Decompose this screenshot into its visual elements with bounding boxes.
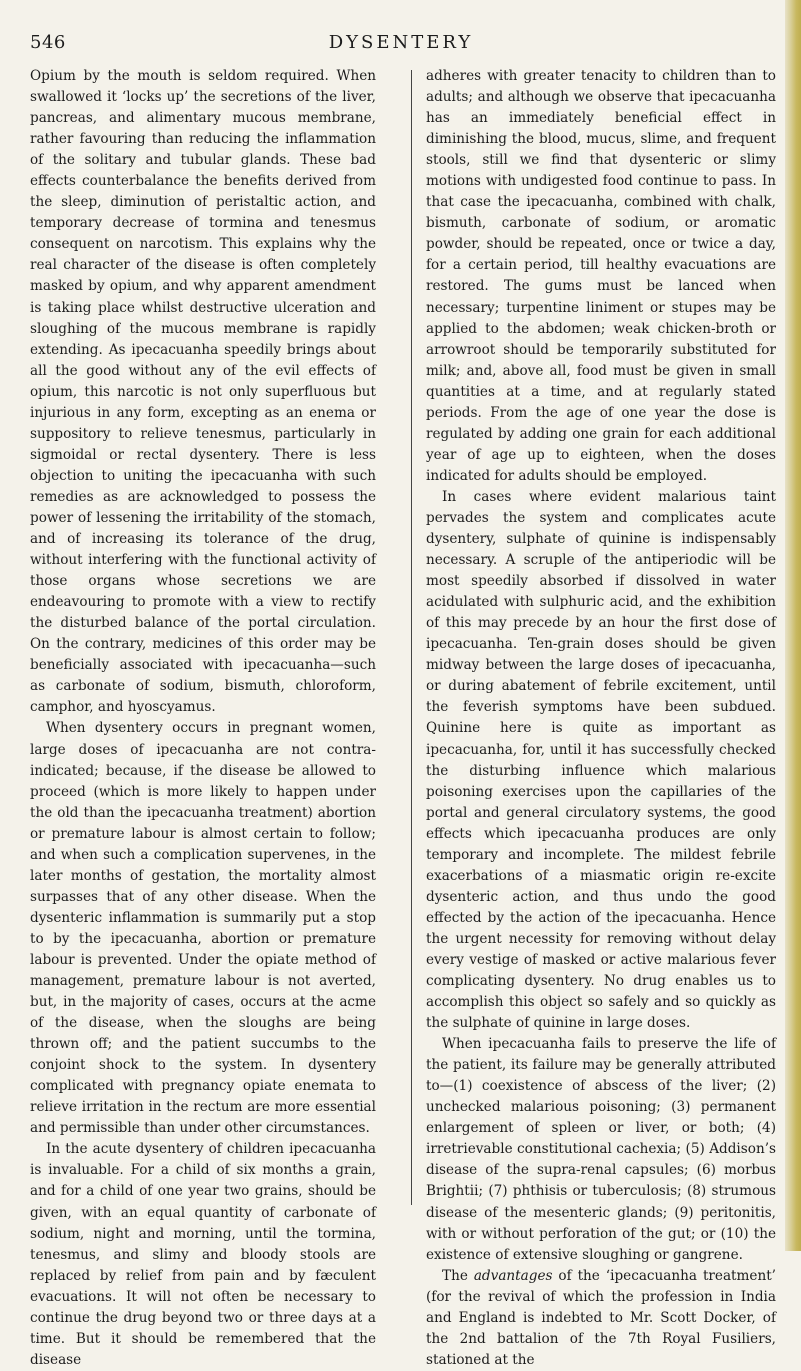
running-head: DYSENTERY [328,32,474,53]
paragraph: Opium by the mouth is seldom required. When swallowed it ‘locks up’ the secretions of the liver, pancreas, and alimentary mucous membrane, rather favouring than reducing the inflammation of the solitary and tubular glands. These bad effects counterbalance the benefits derived from the sleep, diminution of peristaltic action, and temporary decrease of tormina and tenesmus consequent on narcotism. This explains why the real character of the disease is often completely masked by opium, and why apparent amendment is taking place whilst destructive ulceration and sloughing of the mucous membrane is rapidly extending. As ipecacuanha speedily brings about all the good without any of the evil effects of opium, this narcotic is not only superfluous but injurious in any form, excepting as an enema or suppository to relieve tenesmus, particularly in sigmoidal or rectal dysentery. There is less objection to uniting the ipecacuanha with such remedies as are acknowledged to possess the power of lessening the irritability of the stomach, and of increasing its tolerance of the drug, without interfering with the functional activity of those organs whose secretions we are endeavouring to promote with a view to rectify the disturbed balance of the portal circulation. On the contrary, medicines of this order may be beneficially associated with ipecacuanha—such as carbonate of sodium, bismuth, chloroform, camphor, and hyoscyamus. [30,68,376,716]
paragraph: adheres with greater tenacity to children than to adults; and although we observe that ipecacuanha has an immediately beneficial effect in diminishing the blood, mucus, slime, and frequent stools, still we find that dysenteric or slimy motions with undigested food continue to pass. In that case the ipecacuanha, combined with chalk, bismuth, carbonate of sodium, or aromatic powder, should be repeated, once or twice a day, for a certain period, till healthy evacuations are restored. The gums must be lanced when necessary; turpentine liniment or stupes may be applied to the abdomen; weak chicken-broth or arrowroot should be temporarily substituted for milk; and, above all, food must be given in small quantities at a time, and at regularly stated periods. From the age of one year the dose is regulated by adding one grain for each additional year of age up to eighteen, when the doses indicated for adults should be employed. [426,68,776,484]
page-header [30,26,772,56]
paragraph-rest: of the ‘ipecacuanha treatment’ (for the revival of which the profession in India and England is indebted to Mr. Scott Docker, of the 2nd battalion of the 7th Royal Fusiliers, stationed at the [426,1267,776,1368]
right-column [426,66,776,1371]
paragraph: When ipecacuanha fails to preserve the life of the patient, its failure may be generally attributed to—(1) coexistence of abscess of the liver; (2) unchecked malarious poisoning; (3) permanent enlargement of spleen or liver, or both; (4) irretrievable constitutional cachexia; (5) Addison’s disease of the supra-renal capsules; (6) morbus Brightii; (7) phthisis or tuberculosis; (8) strumous disease of the mesenteric glands; (9) peritonitis, with or without perforation of the gut; or (10) the existence of extensive sloughing or gangrene. [426,1036,776,1263]
scan-page-edge [785,0,801,1251]
left-column [30,66,376,1371]
paragraph-start: The [442,1267,474,1284]
paragraph: In cases where evident malarious taint pervades the system and complicates acute dysentery, sulphate of quinine is indispensably necessary. A scruple of the antiperiodic will be most speedily absorbed if dissolved in water acidulated with sulphuric acid, and the exhibition of this may precede by an hour the first dose of ipecacuanha. Ten-grain doses should be given midway between the large doses of ipecacuanha, or during abatement of febrile excitement, until the feverish symptoms have been subdued. Quinine here is quite as important as ipecacuanha, for, until it has successfully checked the disturbing influence which malarious poisoning exercises upon the capillaries of the portal and general circulatory systems, the good effects which ipecacuanha produces are only temporary and incomplete. The mildest febrile exacerbations of a miasmatic origin re-excite dysenteric action, and thus undo the good effected by the action of the ipecacuanha. Hence the urgent necessity for removing without delay every vestige of masked or active malarious fever complicating dysentery. No drug enables us to accomplish this object so safely and so quickly as the sulphate of quinine in large doses. [426,488,776,1032]
column-divider [411,70,412,1205]
paragraph: In the acute dysentery of children ipecacuanha is invaluable. For a child of six months a grain, and for a child of one year two grains, should be given, with an equal quantity of carbonate of sodium, night and morning, until the tormina, tenesmus, and slimy and bloody stools are replaced by relief from pain and by fæculent evacuations. It will not often be necessary to continue the drug beyond two or three days at a time. But it should be remembered that the disease [30,1141,376,1368]
emphasis-advantages: advantages [473,1267,553,1284]
page-number: 546 [30,32,66,53]
paragraph [426,1266,776,1371]
paragraph: When dysentery occurs in pregnant women, large doses of ipecacuanha are not contra-indicated; because, if the disease be allowed to proceed (which is more likely to happen under the old than the ipecacuanha treatment) abortion or premature labour is almost certain to follow; and when such a complication supervenes, in the later months of gestation, the mortality almost surpasses that of any other disease. When the dysenteric inflammation is summarily put a stop to by the ipecacuanha, abortion or premature labour is prevented. Under the opiate method of management, premature labour is not averted, but, in the majority of cases, occurs at the acme of the disease, when the sloughs are being thrown off; and the patient succumbs to the conjoint shock to the system. In dysentery complicated with pregnancy opiate enemata to relieve irritation in the rectum are more essential and permissible than under other circumstances. [30,720,376,1137]
